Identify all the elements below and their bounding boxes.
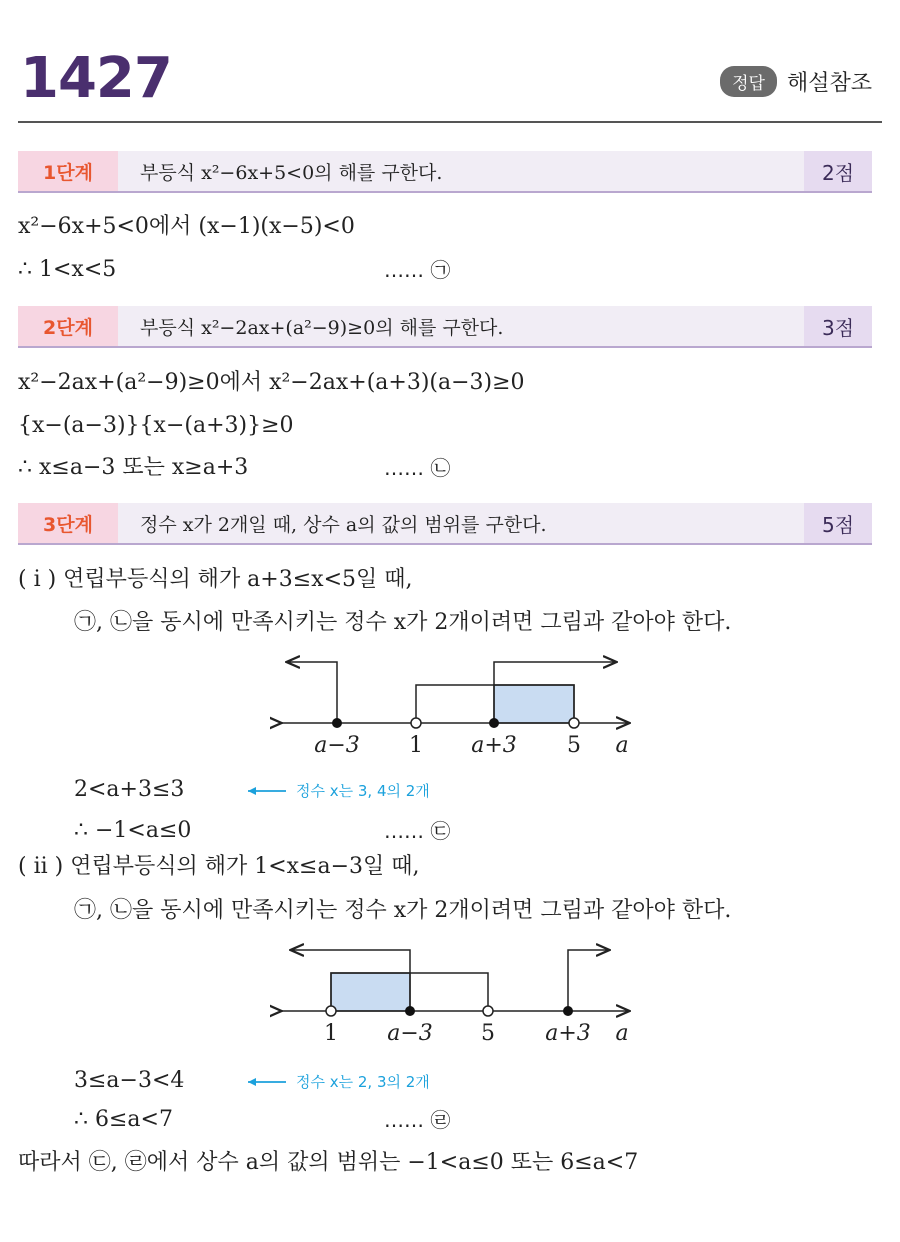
axis-label: a <box>615 733 629 758</box>
work-line: x²−6x+5<0에서 (x−1)(x−5)<0 <box>18 214 355 239</box>
step-1-bar <box>18 151 872 193</box>
answer-badge: 정답 <box>720 66 777 97</box>
axis-label: 1 <box>324 1021 338 1046</box>
step-tag: 2단계 <box>18 306 118 346</box>
annotation-note <box>246 1071 430 1092</box>
answer-text: 해설참조 <box>786 71 872 96</box>
step-points: 3점 <box>804 306 872 346</box>
annotation-note <box>246 780 430 801</box>
open-point <box>483 1006 493 1016</box>
open-point <box>569 718 579 728</box>
step-2-bar <box>18 306 872 348</box>
work-line: {x−(a−3)}{x−(a+3)}≥0 <box>18 413 294 438</box>
shaded-solution-region <box>494 685 574 723</box>
step-tag: 3단계 <box>18 503 118 543</box>
step-description: 부등식 x²−6x+5<0의 해를 구한다. <box>140 161 443 184</box>
shaded-solution-region <box>331 973 410 1011</box>
number-line-figure-2 <box>270 938 640 1053</box>
case-1-title: ( i ) 연립부등식의 해가 a+3≤x<5일 때, <box>18 567 413 592</box>
case-2-result: ∴ 6≤a<7 <box>74 1107 173 1132</box>
number-line-figure-1 <box>270 650 640 765</box>
axis-label: a <box>615 1021 629 1046</box>
closed-point <box>405 1006 415 1016</box>
arrow-left-icon <box>246 1077 288 1087</box>
equation-marker: …… ㉡ <box>384 456 451 480</box>
equation-marker: …… ㉠ <box>384 258 451 282</box>
step-points: 5점 <box>804 503 872 543</box>
axis-label: a−3 <box>314 733 360 758</box>
problem-number: 1427 <box>20 46 172 111</box>
arrow-left-icon <box>246 786 288 796</box>
step-3-bar <box>18 503 872 545</box>
step-tag: 1단계 <box>18 151 118 191</box>
step-description: 부등식 x²−2ax+(a²−9)≥0의 해를 구한다. <box>140 316 504 339</box>
work-line: ∴ 1<x<5 <box>18 257 117 282</box>
axis-label: 1 <box>409 733 423 758</box>
open-point <box>326 1006 336 1016</box>
equation-marker: …… ㉣ <box>384 1108 451 1132</box>
work-line: ∴ x≤a−3 또는 x≥a+3 <box>18 455 249 480</box>
closed-point <box>563 1006 573 1016</box>
axis-label: a+3 <box>545 1021 591 1046</box>
axis-label: 5 <box>567 733 581 758</box>
axis-label: a−3 <box>387 1021 433 1046</box>
step-points: 2점 <box>804 151 872 191</box>
open-point <box>411 718 421 728</box>
closed-point <box>489 718 499 728</box>
axis-label: 5 <box>481 1021 495 1046</box>
equation-marker: …… ㉢ <box>384 819 451 843</box>
case-2-inequality: 3≤a−3<4 <box>74 1068 185 1093</box>
case-1-result: ∴ −1<a≤0 <box>74 818 192 843</box>
axis-label: a+3 <box>471 733 517 758</box>
conclusion: 따라서 ㉢, ㉣에서 상수 a의 값의 범위는 −1<a≤0 또는 6≤a<7 <box>18 1150 639 1175</box>
annotation-text: 정수 x는 3, 4의 2개 <box>296 782 430 800</box>
case-1-inequality: 2<a+3≤3 <box>74 777 185 802</box>
closed-point <box>332 718 342 728</box>
work-line: x²−2ax+(a²−9)≥0에서 x²−2ax+(a+3)(a−3)≥0 <box>18 370 525 395</box>
header-divider <box>18 121 882 123</box>
annotation-text: 정수 x는 2, 3의 2개 <box>296 1073 430 1091</box>
case-2-description: ㉠, ㉡을 동시에 만족시키는 정수 x가 2개이려면 그림과 같아야 한다. <box>74 898 732 923</box>
case-2-title: ( ii ) 연립부등식의 해가 1<x≤a−3일 때, <box>18 854 420 879</box>
case-1-description: ㉠, ㉡을 동시에 만족시키는 정수 x가 2개이려면 그림과 같아야 한다. <box>74 610 732 635</box>
step-description: 정수 x가 2개일 때, 상수 a의 값의 범위를 구한다. <box>140 513 547 536</box>
answer-reference <box>720 66 872 97</box>
